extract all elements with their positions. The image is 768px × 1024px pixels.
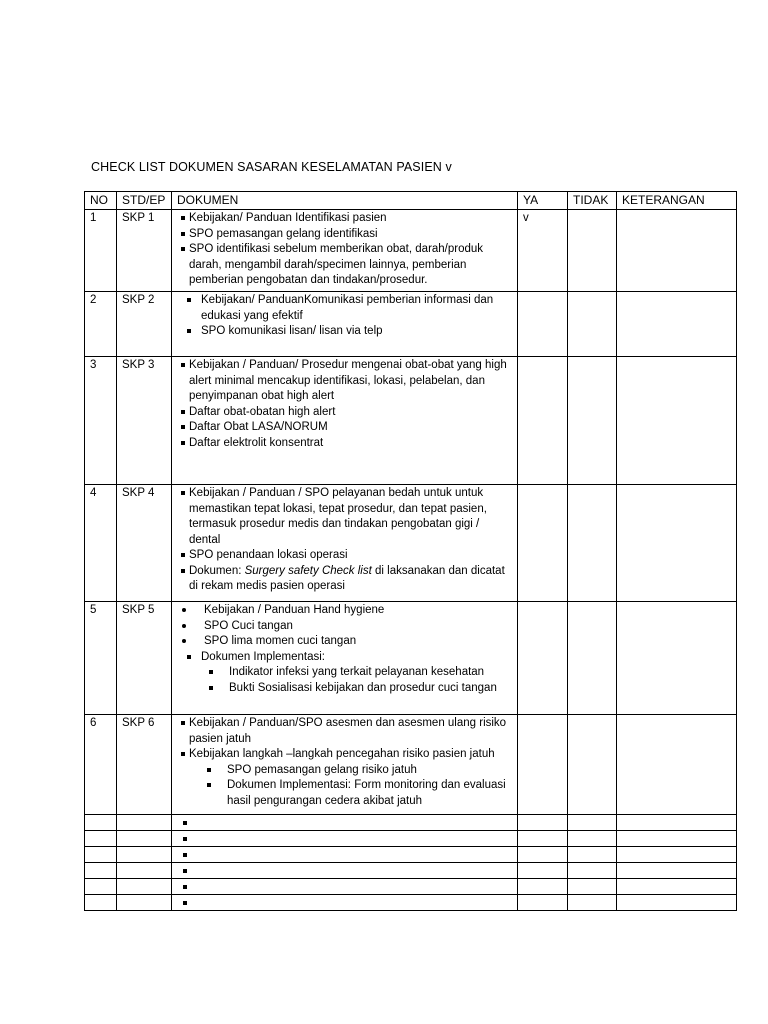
cell-ya[interactable] (518, 485, 568, 602)
table-row (85, 895, 737, 911)
cell-no: 3 (85, 357, 117, 485)
cell-no (85, 895, 117, 911)
cell-dokumen (172, 210, 518, 292)
list-item: Dokumen Implementasi: Form monitoring dan evaluasi hasil pengurangan cedera akibat jatuh (177, 778, 512, 809)
cell-tidak[interactable] (568, 210, 617, 292)
cell-ya[interactable] (518, 831, 568, 847)
cell-tidak[interactable] (568, 357, 617, 485)
list-item: Kebijakan / Panduan/ Prosedur mengenai obat-obat yang high alert minimal mencakup identifikasi, lokasi, pelabelan, dan penyimpanan obat high alert (177, 358, 512, 405)
cell-dokumen (172, 485, 518, 602)
table-row (85, 863, 737, 879)
cell-no (85, 879, 117, 895)
table-row (85, 715, 737, 815)
cell-tidak[interactable] (568, 602, 617, 715)
bullet-icon (177, 863, 512, 878)
list-item: Daftar Obat LASA/NORUM (177, 420, 512, 436)
list-item: Kebijakan/ Panduan Identifikasi pasien (177, 211, 512, 227)
list-item: SPO pemasangan gelang risiko jatuh (177, 763, 512, 779)
cell-std: SKP 2 (117, 292, 172, 357)
document-title: CHECK LIST DOKUMEN SASARAN KESELAMATAN PASIEN v (91, 160, 452, 174)
cell-no (85, 847, 117, 863)
cell-tidak[interactable] (568, 831, 617, 847)
table-row (85, 879, 737, 895)
cell-dokumen (172, 715, 518, 815)
cell-dokumen[interactable] (172, 879, 518, 895)
list-item: Indikator infeksi yang terkait pelayanan kesehatan (177, 665, 512, 681)
dokumen-suffix: di laksanakan dan dicatat di rekam medis pasien operasi (189, 564, 505, 592)
cell-std (117, 847, 172, 863)
list-item: Kebijakan / Panduan/SPO asesmen dan asesmen ulang risiko pasien jatuh (177, 716, 512, 747)
cell-keterangan[interactable] (617, 847, 737, 863)
list-item: Kebijakan langkah –langkah pencegahan risiko pasien jatuh (177, 747, 512, 763)
cell-keterangan[interactable] (617, 815, 737, 831)
table-row (85, 602, 737, 715)
cell-tidak[interactable] (568, 879, 617, 895)
header-tidak: TIDAK (568, 192, 617, 210)
cell-std (117, 815, 172, 831)
list-item: SPO pemasangan gelang identifikasi (177, 227, 512, 243)
list-item: Daftar obat-obatan high alert (177, 405, 512, 421)
header-ya: YA (518, 192, 568, 210)
bullet-icon (177, 895, 512, 910)
cell-ya[interactable] (518, 895, 568, 911)
cell-tidak[interactable] (568, 847, 617, 863)
cell-keterangan[interactable] (617, 602, 737, 715)
cell-std: SKP 4 (117, 485, 172, 602)
header-no: NO (85, 192, 117, 210)
cell-std: SKP 1 (117, 210, 172, 292)
list-item: SPO lima momen cuci tangan (177, 634, 512, 650)
list-item: Kebijakan / Panduan / SPO pelayanan bedah untuk untuk memastikan tepat lokasi, tepat prosedur, dan tepat pasien, termasuk prosedur medis dan tindakan pengobatan gigi / dental (177, 486, 512, 548)
cell-tidak[interactable] (568, 485, 617, 602)
cell-no (85, 863, 117, 879)
cell-keterangan[interactable] (617, 210, 737, 292)
cell-dokumen[interactable] (172, 895, 518, 911)
cell-dokumen (172, 357, 518, 485)
list-item: Kebijakan / Panduan Hand hygiene (177, 603, 512, 619)
checklist-table (84, 191, 737, 911)
cell-std: SKP 3 (117, 357, 172, 485)
cell-no: 6 (85, 715, 117, 815)
list-item: SPO Cuci tangan (177, 619, 512, 635)
header-std: STD/EP (117, 192, 172, 210)
cell-keterangan[interactable] (617, 485, 737, 602)
cell-ya[interactable]: v (518, 210, 568, 292)
list-item: SPO identifikasi sebelum memberikan obat, darah/produk darah, mengambil darah/specimen lainnya, pemberian pemberian pengobatan dan tindakan/prosedur. (177, 242, 512, 289)
list-item: Kebijakan/ PanduanKomunikasi pemberian informasi dan edukasi yang efektif (177, 293, 512, 324)
cell-keterangan[interactable] (617, 357, 737, 485)
cell-dokumen[interactable] (172, 815, 518, 831)
cell-no (85, 831, 117, 847)
cell-keterangan[interactable] (617, 863, 737, 879)
cell-std (117, 863, 172, 879)
cell-keterangan[interactable] (617, 292, 737, 357)
cell-ya[interactable] (518, 815, 568, 831)
table-row (85, 210, 737, 292)
list-item: SPO komunikasi lisan/ lisan via telp (177, 324, 512, 340)
cell-dokumen[interactable] (172, 831, 518, 847)
bullet-icon (177, 847, 512, 862)
cell-tidak[interactable] (568, 815, 617, 831)
cell-ya[interactable] (518, 602, 568, 715)
cell-keterangan[interactable] (617, 715, 737, 815)
cell-ya[interactable] (518, 292, 568, 357)
cell-std: SKP 6 (117, 715, 172, 815)
cell-no (85, 815, 117, 831)
list-item: Bukti Sosialisasi kebijakan dan prosedur cuci tangan (177, 681, 512, 697)
cell-std: SKP 5 (117, 602, 172, 715)
cell-tidak[interactable] (568, 863, 617, 879)
cell-tidak[interactable] (568, 715, 617, 815)
cell-ya[interactable] (518, 847, 568, 863)
bullet-icon (177, 815, 512, 830)
table-row (85, 485, 737, 602)
bullet-icon (177, 879, 512, 894)
cell-dokumen[interactable] (172, 863, 518, 879)
cell-dokumen (172, 602, 518, 715)
table-row (85, 847, 737, 863)
cell-no: 5 (85, 602, 117, 715)
surgery-checklist-text: Surgery safety Check list (244, 564, 372, 577)
table-row (85, 357, 737, 485)
cell-std (117, 895, 172, 911)
bullet-icon (177, 831, 512, 846)
cell-tidak[interactable] (568, 895, 617, 911)
cell-no: 1 (85, 210, 117, 292)
cell-dokumen (172, 292, 518, 357)
cell-ya[interactable] (518, 863, 568, 879)
list-item: Dokumen Implementasi: (177, 650, 512, 666)
cell-std (117, 831, 172, 847)
cell-ya[interactable] (518, 879, 568, 895)
cell-std (117, 879, 172, 895)
dokumen-prefix: Dokumen: (189, 564, 245, 577)
cell-keterangan[interactable] (617, 831, 737, 847)
cell-ya[interactable] (518, 357, 568, 485)
cell-ya[interactable] (518, 715, 568, 815)
list-item: SPO penandaan lokasi operasi (177, 548, 512, 564)
list-item (177, 564, 512, 595)
table-row (85, 292, 737, 357)
list-item: Daftar elektrolit konsentrat (177, 436, 512, 452)
cell-tidak[interactable] (568, 292, 617, 357)
cell-keterangan[interactable] (617, 895, 737, 911)
header-keterangan: KETERANGAN (617, 192, 737, 210)
table-header-row (85, 192, 737, 210)
table-row (85, 831, 737, 847)
cell-no: 2 (85, 292, 117, 357)
cell-dokumen[interactable] (172, 847, 518, 863)
cell-no: 4 (85, 485, 117, 602)
table-row (85, 815, 737, 831)
header-dokumen: DOKUMEN (172, 192, 518, 210)
cell-keterangan[interactable] (617, 879, 737, 895)
